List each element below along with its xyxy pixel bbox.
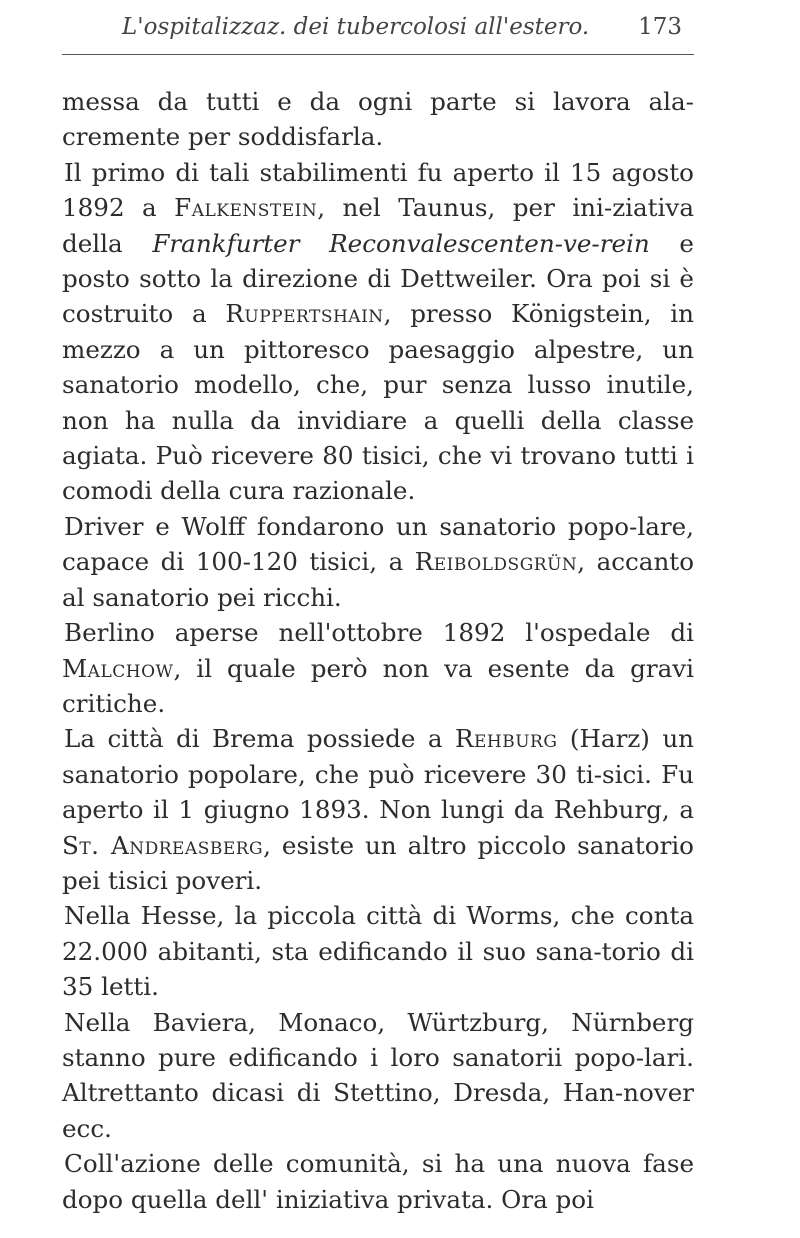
paragraph-5 — [62, 721, 694, 898]
paragraph-3 — [62, 509, 694, 615]
paragraph-5-text-a: La città di Brema possiede a — [64, 724, 455, 754]
place-name-st-andreasberg: St. Andreasberg — [62, 830, 264, 860]
place-name-falkenstein: Falkenstein — [174, 193, 318, 223]
paragraph-4 — [62, 615, 694, 721]
paragraph-1-text: messa da tutti e da ogni parte si lavora ala-cremente per soddisfarla. — [62, 87, 694, 152]
place-name-ruppertshain: Ruppertshain — [225, 299, 384, 329]
body-text — [62, 84, 694, 1217]
paragraph-2-text-d: , presso Königstein, in mezzo a un pittoresco paesaggio alpestre, un sanatorio modello, che, pur senza lusso inutile, non ha nulla da invidiare a quelli della classe agiata. Può ricevere 80 tisici, che vi trovano tutti i comodi della cura razionale. — [62, 299, 694, 506]
paragraph-5-text-b: (Harz) un sanatorio popolare, che può ricevere 30 ti-sici. Fu aperto il 1 giugno 1893. Non lungi da Rehburg, a — [62, 724, 695, 825]
paragraph-3-text-a: Driver e Wolff fondarono un sanatorio popo-lare, capace di 100-120 tisici, a — [62, 511, 694, 577]
paragraph-2 — [62, 155, 694, 509]
paragraph-2-text-c: e posto sotto la direzione di Dettweiler. Ora poi si è costruito a — [62, 228, 694, 329]
paragraph-6 — [62, 898, 694, 1004]
paragraph-2-text-b: , nel Taunus, per ini-ziativa della — [62, 193, 694, 258]
place-name-malchow: Malchow — [62, 653, 174, 683]
paragraph-8 — [62, 1146, 694, 1217]
page-number: 173 — [638, 14, 682, 40]
paragraph-4-text-a: Berlino aperse nell'ottobre 1892 l'ospedale di — [64, 618, 694, 648]
paragraph-7-text: Nella Baviera, Monaco, Würtzburg, Nürnberg stanno pure edificando i loro sanatorii popo-lari. Altrettanto dicasi di Stettino, Dresda, Han-nover ecc. — [62, 1007, 694, 1143]
paragraph-4-text-b: , il quale però non va esente da gravi critiche. — [62, 653, 694, 718]
paragraph-2-text-a: Il primo di tali stabilimenti fu aperto il 15 agosto 1892 a — [62, 157, 694, 223]
running-title: L'ospitalizzaz. dei tubercolosi all'estero. — [122, 14, 590, 40]
paragraph-7 — [62, 1005, 694, 1147]
association-name: Frankfurter Reconvalescenten-ve-rein — [152, 228, 650, 258]
place-name-rehburg: Rehburg — [454, 724, 558, 754]
header-rule — [62, 54, 694, 55]
paragraph-8-text: Coll'azione delle comunità, si ha una nuova fase dopo quella dell' iniziativa privata. Ora poi — [62, 1149, 694, 1214]
place-name-reiboldsgruen: Reiboldsgrün — [414, 547, 578, 577]
paragraph-1 — [62, 84, 694, 155]
paragraph-6-text: Nella Hesse, la piccola città di Worms, che conta 22.000 abitanti, sta edificando il suo sana-torio di 35 letti. — [62, 901, 694, 1002]
paragraph-3-text-b: , accanto al sanatorio pei ricchi. — [62, 547, 694, 612]
paragraph-5-text-c: , esiste un altro piccolo sanatorio pei tisici poveri. — [62, 830, 694, 895]
running-header — [110, 14, 690, 48]
